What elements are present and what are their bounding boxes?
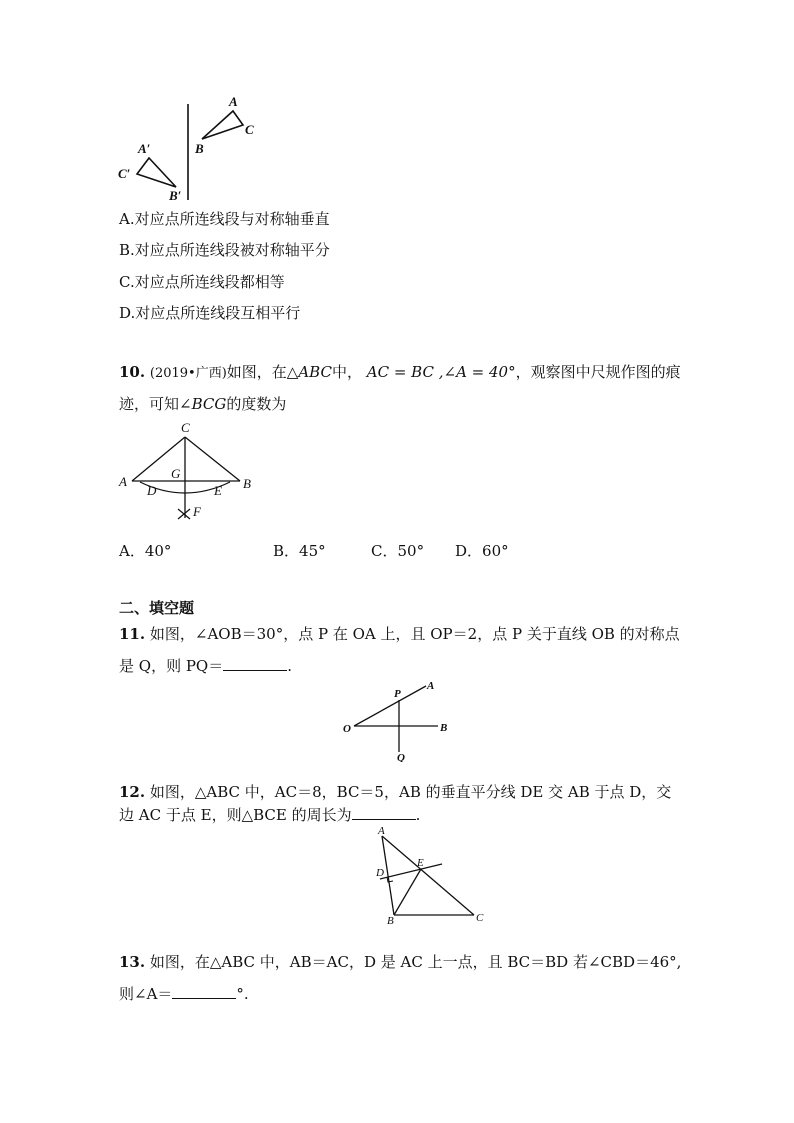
q10-option-c: C．50° xyxy=(371,542,425,560)
q11-figure xyxy=(340,676,456,762)
q13-line1: 如图，在△ABC 中，AB＝AC，D 是 AC 上一点，且 BC＝BD 若∠CBD＝46°, xyxy=(149,953,682,971)
label-C: C xyxy=(245,122,254,137)
q12-answer-blank[interactable] xyxy=(352,805,416,820)
label-B-prime: B′ xyxy=(169,188,182,203)
line-DE xyxy=(380,864,442,879)
q10-stem-b: 中， xyxy=(331,363,362,381)
label-F: F xyxy=(193,504,201,519)
q10-figure xyxy=(116,418,256,526)
q10-option-d: D．60° xyxy=(455,542,509,560)
label-E: E xyxy=(417,857,424,869)
q11-line1: 如图，∠AOB＝30°，点 P 在 OA 上，且 OP＝2，点 P 关于直线 OB 的对称点 xyxy=(149,625,680,643)
q12-stem xyxy=(119,782,671,802)
label-Q: Q xyxy=(397,752,405,762)
q11-line2-b: . xyxy=(287,657,293,675)
label-A-prime: A′ xyxy=(138,141,151,156)
q12-line1: 如图，△ABC 中，AC＝8，BC＝5，AB 的垂直平分线 DE 交 AB 于点 D，交 xyxy=(149,783,672,801)
q10-source: (2019•广西) xyxy=(149,366,227,381)
q10-stem-c: ，观察图中尺规作图的痕 xyxy=(515,363,681,381)
q9-option-d: D.对应点所连线段互相平行 xyxy=(119,304,301,322)
label-O: O xyxy=(343,723,351,735)
ray-OA xyxy=(354,686,426,726)
label-B: B xyxy=(195,141,204,156)
q12-number: 12. xyxy=(119,783,146,801)
q10-condition: AC = BC ,∠A = 40° xyxy=(366,363,516,381)
label-D: D xyxy=(147,483,157,498)
label-B: B xyxy=(387,915,394,926)
q12-line2-b: . xyxy=(415,806,421,824)
label-E: E xyxy=(214,483,222,498)
q12-stem-line2 xyxy=(119,805,420,825)
section-title: 二、填空题 xyxy=(119,599,195,617)
q10-triangle: ABC xyxy=(298,363,332,381)
q10-number: 10. xyxy=(119,363,146,381)
q9-figure xyxy=(112,90,272,206)
label-A: A xyxy=(229,94,238,109)
q11-answer-blank[interactable] xyxy=(223,656,287,671)
q11-number: 11. xyxy=(119,625,146,643)
q13-answer-blank[interactable] xyxy=(172,984,236,999)
q10-stem xyxy=(119,362,681,384)
q11-stem xyxy=(119,624,680,644)
q13-stem xyxy=(119,952,681,972)
q9-option-c: C.对应点所连线段都相等 xyxy=(119,273,285,291)
label-A: A xyxy=(427,680,435,692)
triangle-abc-prime xyxy=(137,158,176,187)
q11-line2-a: 是 Q，则 PQ＝ xyxy=(119,657,224,675)
label-G: G xyxy=(171,466,181,481)
label-P: P xyxy=(394,688,401,700)
q10-option-a: A．40° xyxy=(119,542,172,560)
q10-angle: BCG xyxy=(191,395,227,413)
q13-line2-b: °. xyxy=(236,985,249,1003)
label-B: B xyxy=(243,476,251,491)
triangle-abc xyxy=(202,111,243,139)
label-D: D xyxy=(376,867,384,879)
label-A: A xyxy=(119,474,127,489)
q10-stem-a: 如图，在△ xyxy=(226,363,299,381)
q10-stem-line2 xyxy=(119,394,286,414)
q12-figure xyxy=(370,824,494,926)
label-C: C xyxy=(181,420,190,435)
q10-line2-a: 迹，可知∠ xyxy=(119,395,192,413)
q13-number: 13. xyxy=(119,953,146,971)
label-B: B xyxy=(440,722,448,734)
label-C-prime: C′ xyxy=(118,166,131,181)
segment-BE xyxy=(394,869,421,915)
segment-BC xyxy=(185,437,240,481)
q12-line2-a: 边 AC 于点 E，则△BCE 的周长为 xyxy=(119,806,352,824)
q10-option-b: B．45° xyxy=(273,542,326,560)
label-C: C xyxy=(476,912,484,924)
q10-line2-b: 的度数为 xyxy=(226,395,287,413)
q13-line2-a: 则∠A＝ xyxy=(119,985,173,1003)
q11-stem-line2 xyxy=(119,656,292,676)
q9-option-a: A.对应点所连线段与对称轴垂直 xyxy=(119,210,330,228)
q9-option-b: B.对应点所连线段被对称轴平分 xyxy=(119,241,330,259)
label-A: A xyxy=(378,825,385,837)
q13-stem-line2 xyxy=(119,984,249,1004)
